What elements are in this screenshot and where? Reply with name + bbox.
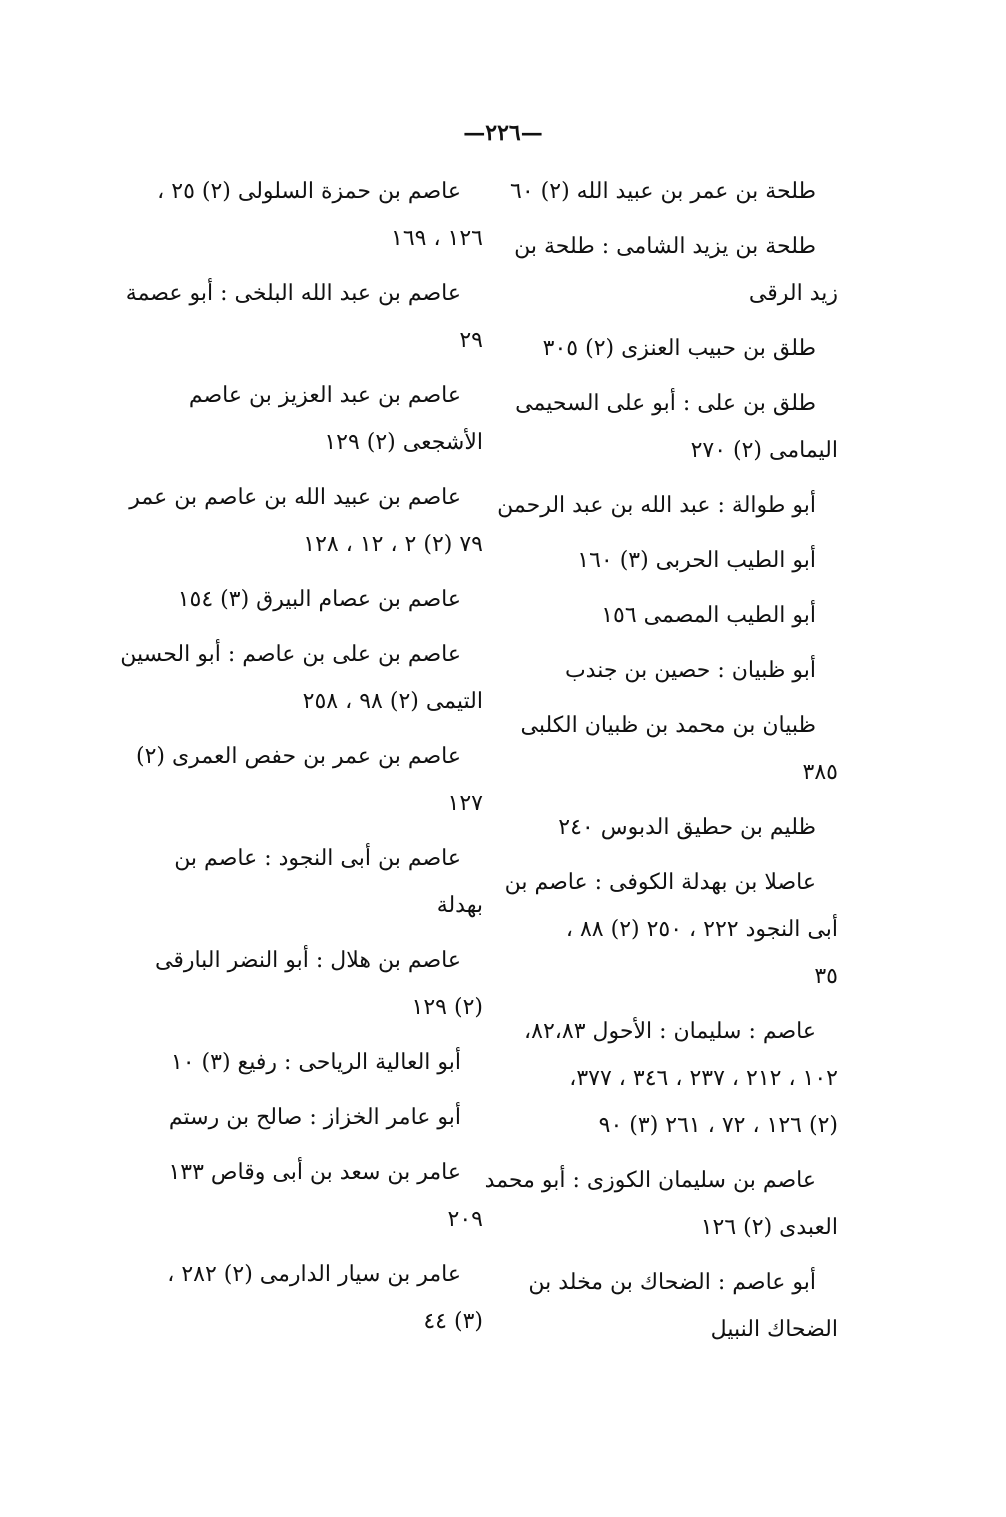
entry-spacer xyxy=(178,1243,483,1251)
index-entry-heading: طلق بن على : أبو على السحيمى xyxy=(515,391,816,416)
entry-spacer xyxy=(178,466,483,474)
index-entry-heading: عاصم بن عصام البيرق (٣) ١٥٤ xyxy=(177,587,461,612)
index-entry-continuation: ١٠٢ ، ٢١٢ ، ٢٣٧ ، ٣٤٦ ، ٣٧٧، xyxy=(569,1066,838,1091)
index-column-right xyxy=(484,168,838,1361)
index-entry-heading: طلحة بن يزيد الشامى : طلحة بن xyxy=(514,234,816,259)
entry-spacer xyxy=(178,1086,483,1094)
index-entry xyxy=(504,859,838,1008)
index-entry-heading: عاصم بن عبيد الله بن عاصم بن عمر xyxy=(129,485,461,510)
index-entry-continuation: (٢) ١٢٩ xyxy=(411,995,483,1020)
index-entry-heading: عاصم بن على بن عاصم : أبو الحسين xyxy=(120,642,461,667)
index-entry-continuation: ٢٩ xyxy=(459,328,483,353)
index-entry-heading: عاصلا بن بهدلة الكوفى : عاصم بن xyxy=(504,870,816,895)
index-entry-continuation: أبى النجود ٢٢٢ ، ٢٥٠ (٢) ٨٨ ، xyxy=(565,917,838,942)
entry-spacer xyxy=(520,1149,838,1157)
index-entry xyxy=(154,937,483,1039)
index-entry xyxy=(515,380,838,482)
index-entry-heading: عاصم بن حمزة السلولى (٢) ٢٥ ، xyxy=(157,179,461,204)
index-entry xyxy=(520,1259,838,1361)
index-entry xyxy=(157,168,483,270)
index-entry xyxy=(520,647,838,702)
index-entry-continuation: الضحاك النبيل xyxy=(710,1317,838,1342)
index-entry xyxy=(520,1008,838,1157)
entry-spacer xyxy=(520,851,838,859)
index-entry-heading: ظليم بن حطيق الدبوس ٢٤٠ xyxy=(558,815,816,840)
entry-spacer xyxy=(520,372,838,380)
index-entry-continuation: ٢٠٩ xyxy=(447,1207,483,1232)
index-entry-heading: عاصم بن أبى النجود : عاصم بن xyxy=(174,846,461,871)
entry-spacer xyxy=(520,529,838,537)
entry-spacer xyxy=(520,1000,838,1008)
index-entry-heading: أبو طوالة : عبد الله بن عبد الرحمن xyxy=(497,493,816,518)
index-entry-continuation: ١٢٦ ، ١٦٩ xyxy=(391,226,483,251)
entry-spacer xyxy=(178,568,483,576)
index-entry-heading: أبو عامر الخزاز : صالح بن رستم xyxy=(168,1105,461,1130)
index-entry-continuation: الأشجعى (٢) ١٢٩ xyxy=(324,430,483,455)
entry-spacer xyxy=(178,1031,483,1039)
index-entry-heading: عاصم بن سليمان الكوزى : أبو محمد xyxy=(484,1168,816,1193)
entry-spacer xyxy=(520,317,838,325)
index-entry-heading: أبو ظبيان : حصين بن جندب xyxy=(564,658,816,683)
entry-spacer xyxy=(520,474,838,482)
entry-spacer xyxy=(178,1141,483,1149)
index-entry xyxy=(520,537,838,592)
index-entry-heading: عاصم بن عمر بن حفص العمرى (٢) xyxy=(135,744,461,769)
index-entry xyxy=(510,168,838,223)
index-entry xyxy=(170,1039,483,1094)
index-entry-heading: عامر بن سيار الدارمى (٢) ٢٨٢ ، xyxy=(167,1262,461,1287)
index-entry xyxy=(520,702,838,804)
index-entry-continuation: ٣٨٥ xyxy=(802,760,838,785)
index-column-left xyxy=(120,168,483,1353)
index-entry xyxy=(178,576,483,631)
index-entry-heading: أبو عاصم : الضحاك بن مخلد بن xyxy=(528,1270,816,1295)
entry-spacer xyxy=(520,796,838,804)
index-entry xyxy=(167,1251,483,1353)
index-entry-continuation: زيد الرقى xyxy=(748,281,838,306)
index-entry-continuation: (٣) ٤٤ xyxy=(423,1309,483,1334)
index-entry-continuation: العبدى (٢) ١٢٦ xyxy=(700,1215,838,1240)
index-entry-continuation: ٣٥ xyxy=(814,964,838,989)
index-entry xyxy=(514,223,838,325)
index-entry-continuation: بهدلة xyxy=(436,893,483,918)
index-entry-heading: عاصم : سليمان : الأحول ٨٢،٨٣، xyxy=(524,1019,816,1044)
entry-spacer xyxy=(520,1251,838,1259)
index-entry-continuation: التيمى (٢) ٩٨ ، ٢٥٨ xyxy=(302,689,483,714)
index-entry-continuation: اليمامى (٢) ٢٧٠ xyxy=(690,438,838,463)
index-entry-heading: طلحة بن عمر بن عبيد الله (٢) ٦٠ xyxy=(510,179,816,204)
entry-spacer xyxy=(178,929,483,937)
index-entry xyxy=(174,835,483,937)
index-entry-heading: ظبيان بن محمد بن ظبيان الكلبى xyxy=(520,713,816,738)
index-entry-continuation: (٢) ١٢٦ ، ٧٢ ، ٢٦١ (٣) ٩٠ xyxy=(598,1113,838,1138)
index-entry-heading: عاصم بن عبد الله البلخى : أبو عصمة xyxy=(125,281,461,306)
entry-spacer xyxy=(520,639,838,647)
entry-spacer xyxy=(520,584,838,592)
entry-spacer xyxy=(520,694,838,702)
index-entry xyxy=(135,733,483,835)
index-entry-heading: عاصم بن هلال : أبو النضر البارقى xyxy=(154,948,461,973)
index-entry xyxy=(520,592,838,647)
index-entry xyxy=(168,1094,483,1149)
index-entry-heading: أبو الطيب المصمى ١٥٦ xyxy=(601,603,816,628)
entry-spacer xyxy=(178,364,483,372)
index-entry-heading: طلق بن حبيب العنزى (٢) ٣٠٥ xyxy=(542,336,816,361)
entry-spacer xyxy=(178,623,483,631)
index-entry xyxy=(484,1157,838,1259)
index-entry-continuation: ١٢٧ xyxy=(447,791,483,816)
index-entry xyxy=(168,1149,483,1251)
page-number: —٢٢٦— xyxy=(463,120,543,146)
entry-spacer xyxy=(178,1345,483,1353)
index-entry-continuation: ٧٩ (٢) ٢ ، ١٢ ، ١٢٨ xyxy=(303,532,483,557)
index-entry xyxy=(178,372,483,474)
index-entry xyxy=(120,631,483,733)
entry-spacer xyxy=(520,1353,838,1361)
index-entry-heading: أبو العالية الرياحى : رفيع (٣) ١٠ xyxy=(170,1050,461,1075)
entry-spacer xyxy=(178,262,483,270)
index-entry-heading: عامر بن سعد بن أبى وقاص ١٣٣ xyxy=(168,1160,461,1185)
index-entry xyxy=(520,325,838,380)
entry-spacer xyxy=(520,215,838,223)
index-entry xyxy=(125,270,483,372)
index-entry xyxy=(520,804,838,859)
index-entry-heading: عاصم بن عبد العزيز بن عاصم xyxy=(188,383,461,408)
index-entry xyxy=(497,482,838,537)
index-entry xyxy=(129,474,483,576)
entry-spacer xyxy=(178,827,483,835)
entry-spacer xyxy=(178,725,483,733)
index-entry-heading: أبو الطيب الحربى (٣) ١٦٠ xyxy=(577,548,816,573)
